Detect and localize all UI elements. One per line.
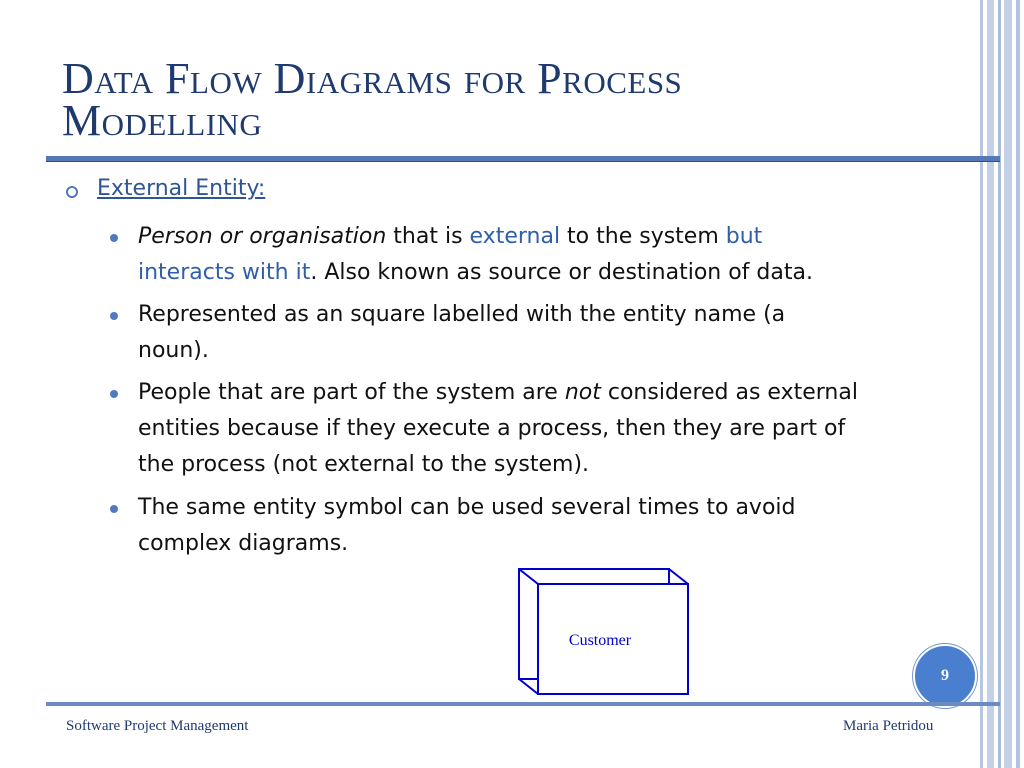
entity-edge — [519, 569, 538, 584]
stripe — [1004, 0, 1012, 768]
stripe — [998, 0, 1001, 768]
slide-title — [62, 54, 962, 145]
bullet-3-part: considered as external entities because if they execute a process, then they are part of the process (not external to the system). — [138, 380, 858, 477]
bullet-1-highlight: but — [725, 224, 763, 249]
entity-edge — [669, 569, 688, 584]
bullet-item-4: The same entity symbol can be used several times to avoid complex diagrams. — [138, 495, 796, 556]
bullet-dot-icon — [110, 505, 118, 513]
bullet-item-3 — [138, 375, 883, 483]
circle-bullet-icon — [66, 186, 78, 198]
bullet-3-part: People that are part of the system are — [138, 380, 565, 405]
page-number-badge: 9 — [913, 644, 977, 708]
right-decorative-stripes — [980, 0, 1024, 768]
entity-label: Customer — [568, 632, 632, 649]
title-line-1: Data Flow Diagrams for Process — [62, 54, 683, 103]
bullet-dot-icon — [110, 390, 118, 398]
bullet-item-1 — [138, 219, 898, 291]
bullet-3-emphasis: not — [564, 380, 601, 405]
footer-author: Maria Petridou — [843, 718, 934, 734]
section-heading: External Entity: — [97, 176, 266, 201]
footer-divider — [46, 702, 1000, 706]
stripe — [987, 0, 994, 768]
bullet-1-part: to the system — [560, 224, 726, 249]
bullet-1-highlight: interacts with it — [138, 260, 311, 285]
bullet-dot-icon — [110, 312, 118, 320]
title-line-2: Modelling — [62, 96, 263, 145]
bullet-1-part: . Also known as source or destination of data. — [310, 260, 813, 285]
stripe — [980, 0, 983, 768]
entity-edge — [519, 679, 538, 694]
stripe — [1016, 0, 1020, 768]
bullet-dot-icon — [110, 234, 118, 242]
bullet-1-part: that is — [386, 224, 470, 249]
title-divider — [46, 156, 1000, 162]
bullet-1-highlight: external — [469, 224, 561, 249]
bullet-item-2: Represented as an square labelled with the entity name (a noun). — [138, 302, 786, 363]
bullet-1-part: Person or organisation — [138, 224, 387, 249]
footer-course: Software Project Management — [66, 718, 249, 734]
